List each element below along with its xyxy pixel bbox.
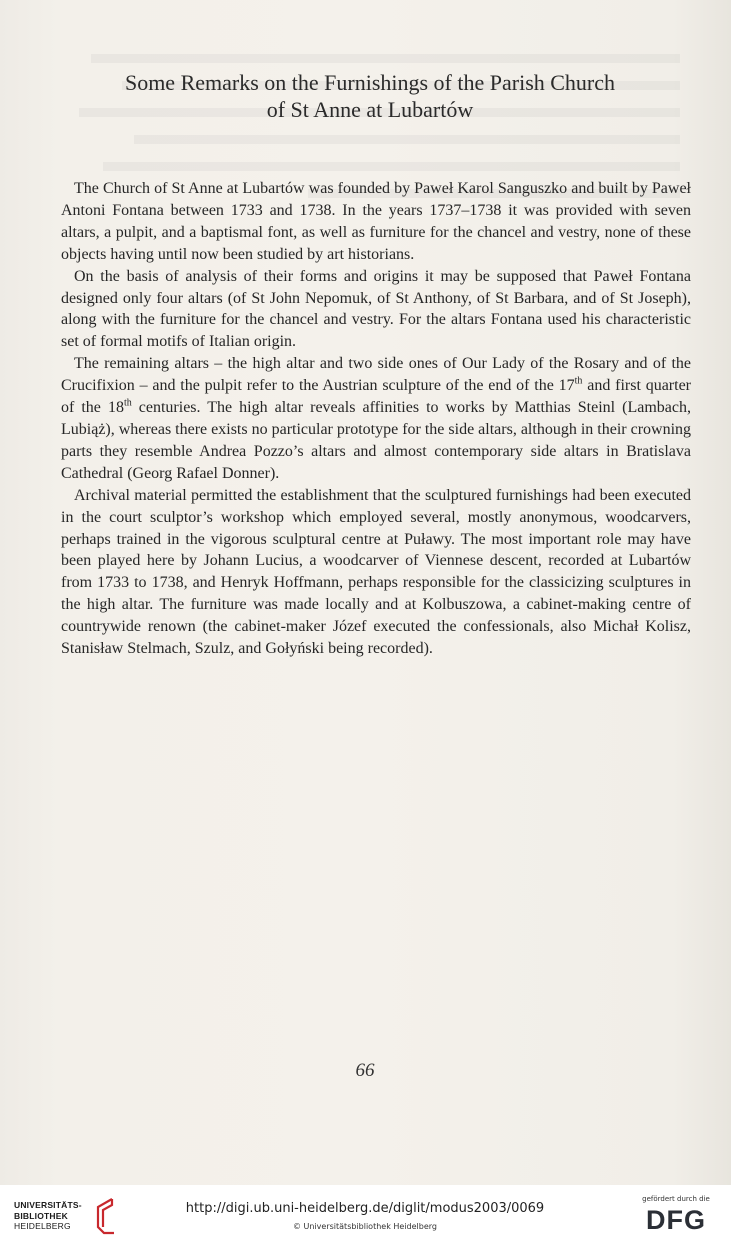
library-name-line-3: HEIDELBERG <box>14 1221 71 1231</box>
article-title-line-1: Some Remarks on the Furnishings of the Parish Church <box>124 70 616 95</box>
funder-caption: gefördert durch die <box>642 1195 710 1203</box>
library-logo[interactable] <box>14 1197 134 1237</box>
article-title-line-2: of St Anne at Lubartów <box>266 97 474 122</box>
paragraph-3-text-a: The remaining altars – the high altar and two side ones of Our Lady of the Rosary and of the Crucifixion – and the pulpit refer to the Austrian sculpture of the end of the 17 <box>61 355 691 395</box>
page-number: 66 <box>355 1060 375 1081</box>
article-body <box>61 178 691 660</box>
paragraph-3 <box>61 353 691 484</box>
paragraph-1-text: The Church of St Anne at Lubartów was founded by Paweł Karol Sanguszko and built by Paweł Antoni Fontana between 1733 and 1738. In the years 1737–1738 it was provided with seven altars, a pulpit, and a baptismal font, as well as furniture for the chancel and vestry, none of these objects having until now been studied by art historians. <box>61 180 691 263</box>
dfg-logo-icon: DFG <box>646 1205 706 1235</box>
permalink-url[interactable]: http://digi.ub.uni-heidelberg.de/diglit/modus2003/0069 <box>185 1201 545 1216</box>
paragraph-3-text-b: and first quarter of the 18 <box>61 377 691 417</box>
digitization-footer <box>0 1185 731 1247</box>
copyright-notice: © Universitätsbibliothek Heidelberg <box>292 1222 437 1231</box>
paragraph-4 <box>61 485 691 660</box>
paragraph-2 <box>61 266 691 354</box>
library-name <box>14 1200 82 1232</box>
library-emblem-icon <box>90 1197 118 1235</box>
library-name-line-1: UNIVERSITÄTS- <box>14 1200 82 1210</box>
paragraph-4-text: Archival material permitted the establishment that the sculptured furnishings had been executed in the court sculptor’s workshop which employed several, mostly anonymous, woodcarvers, perhaps trained in the vigorous sculptural centre at Puławy. The most important role may have been played here by Johann Lucius, a woodcarver of Viennese descent, recorded at Lubartów from 1733 to 1738, and Henryk Hoffmann, perhaps responsible for the classicizing sculptures in the high altar. The furniture was made locally and at Kolbuszowa, a cabinet-making centre of countrywide renown (the cabinet-maker Józef executed the confessionals, also Michał Kolisz, Stanisław Stelmach, Szulz, and Gołyński being recorded). <box>61 486 691 658</box>
library-name-line-2: BIBLIOTHEK <box>14 1210 68 1221</box>
paragraph-2-text: On the basis of analysis of their forms and origins it may be supposed that Paweł Fontana designed only four altars (of St John Nepomuk, of St Anthony, of St Barbara, and of St Joseph), along with the furniture for the chancel and vestry. For the altars Fontana used his characteristic set of formal motifs of Italian origin. <box>61 267 691 351</box>
superscript-th: th <box>574 375 583 387</box>
paragraph-3-text-c: centuries. The high altar reveals affinities to works by Matthias Steinl (Lambach, Lubiąż), whereas there exists no particular prototype for the side altars, although in their crowning parts they resemble Andrea Pozzo’s altars and almost contemporary side altars in Bratislava Cathedral (Georg Rafael Donner). <box>61 399 692 482</box>
funder-logo[interactable] <box>630 1195 722 1239</box>
paragraph-1 <box>61 178 691 266</box>
superscript-th: th <box>123 397 132 409</box>
